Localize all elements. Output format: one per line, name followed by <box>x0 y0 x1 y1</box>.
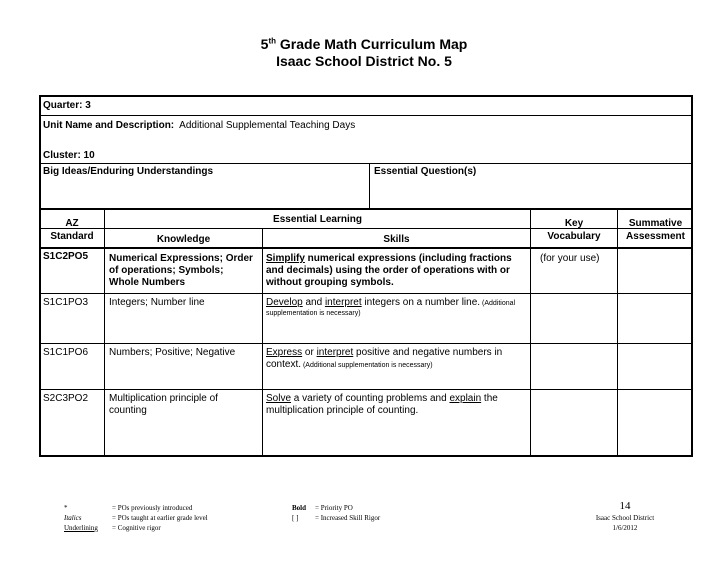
rule <box>39 163 693 164</box>
rule <box>39 247 693 249</box>
skills-header: Skills <box>383 234 410 245</box>
row-skills <box>266 297 528 318</box>
legend-key: * <box>64 504 68 512</box>
legend-key: Underlining <box>64 524 98 532</box>
row-standard: S1C1PO3 <box>43 297 89 308</box>
key-header: Key <box>564 218 584 229</box>
row-standard: S1C2PO5 <box>43 251 89 262</box>
row-skills <box>266 347 528 371</box>
big-ideas-header: Big Ideas/Enduring Understandings <box>43 166 214 177</box>
rule <box>617 209 618 456</box>
rule <box>39 343 693 344</box>
row-standard: S2C3PO2 <box>43 393 89 404</box>
skill-text: a variety of counting problems and <box>291 393 450 404</box>
rule <box>262 229 263 456</box>
skill-note: supplementation is necessary) <box>266 310 361 317</box>
rule <box>104 209 105 456</box>
unit-label: Unit Name and Description: <box>43 120 175 131</box>
quarter-label: Quarter: 3 <box>43 100 91 111</box>
knowledge-line: Numerical Expressions; Order <box>109 253 253 264</box>
row-knowledge <box>109 253 253 289</box>
essential-learning-header: Essential Learning <box>273 214 362 225</box>
skill-text: and <box>302 297 325 308</box>
rule <box>39 208 693 210</box>
row-knowledge <box>109 393 218 417</box>
skill-verb: interpret <box>316 347 354 358</box>
summative-header: Summative <box>628 218 683 229</box>
knowledge-line: of operations; Symbols; <box>109 265 224 276</box>
knowledge-line: Multiplication principle of <box>109 393 218 404</box>
unit-value: Additional Supplemental Teaching Days <box>179 120 356 131</box>
skill-text: the <box>481 393 498 404</box>
legend-key: Italics <box>64 514 82 522</box>
skill-verb: Express <box>266 347 303 358</box>
rule <box>369 163 370 208</box>
az-header: AZ <box>65 218 79 229</box>
skill-text: integers on a number line. <box>361 297 481 308</box>
skill-text: and decimals) using the order of operations with or <box>266 265 510 276</box>
row-skills <box>266 253 512 289</box>
skill-verb: Simplify <box>266 253 305 264</box>
rule <box>39 389 693 390</box>
standard-header: Standard <box>50 231 94 242</box>
rule <box>39 293 693 294</box>
skill-note: (Additional <box>480 300 516 307</box>
skill-text: numerical expressions (including fractions <box>304 253 512 264</box>
essential-questions-header: Essential Question(s) <box>374 166 477 177</box>
skill-text: or <box>302 347 317 358</box>
legend-key: Bold <box>292 504 307 512</box>
grade-suffix: th <box>268 36 276 46</box>
legend-desc: = Increased Skill Rigor <box>315 514 381 522</box>
footer-district: Isaac School District <box>595 514 655 522</box>
skill-verb: Solve <box>266 393 292 404</box>
skill-text: context. <box>266 359 302 370</box>
assessment-header: Assessment <box>626 231 685 242</box>
grade-number: 5 <box>260 36 269 52</box>
page-number: 14 <box>619 500 631 512</box>
skill-note: (Additional supplementation is necessary) <box>301 362 433 369</box>
legend-key: [ ] <box>292 514 299 522</box>
skill-text: positive and negative numbers in <box>353 347 503 358</box>
row-skills <box>266 393 528 417</box>
cluster-label: Cluster: 10 <box>43 150 95 161</box>
skill-text: multiplication principle of counting. <box>266 405 419 416</box>
skill-text: without grouping symbols. <box>266 277 394 288</box>
legend-desc: = POs taught at earlier grade level <box>112 514 208 522</box>
skill-verb: interpret <box>324 297 362 308</box>
row-knowledge: Numbers; Positive; Negative <box>109 347 236 358</box>
vocab-note: (for your use) <box>540 253 600 264</box>
knowledge-line: counting <box>109 405 147 416</box>
legend-desc: = Cognitive rigor <box>112 524 161 532</box>
rule <box>39 115 693 116</box>
district-title: Isaac School District No. 5 <box>276 53 452 69</box>
legend-desc: = POs previously introduced <box>112 504 193 512</box>
footer-date: 1/6/2012 <box>612 524 638 532</box>
row-knowledge: Integers; Number line <box>109 297 205 308</box>
title-rest: Grade Math Curriculum Map <box>276 36 468 52</box>
skill-verb: Develop <box>266 297 303 308</box>
knowledge-header: Knowledge <box>156 234 211 245</box>
unit-row <box>43 120 355 132</box>
row-standard: S1C1PO6 <box>43 347 89 358</box>
document-title <box>0 36 728 52</box>
rule <box>530 209 531 456</box>
knowledge-line: Whole Numbers <box>109 277 186 288</box>
legend-desc: = Priority PO <box>315 504 353 512</box>
vocabulary-header: Vocabulary <box>547 231 601 242</box>
skill-verb: explain <box>449 393 482 404</box>
